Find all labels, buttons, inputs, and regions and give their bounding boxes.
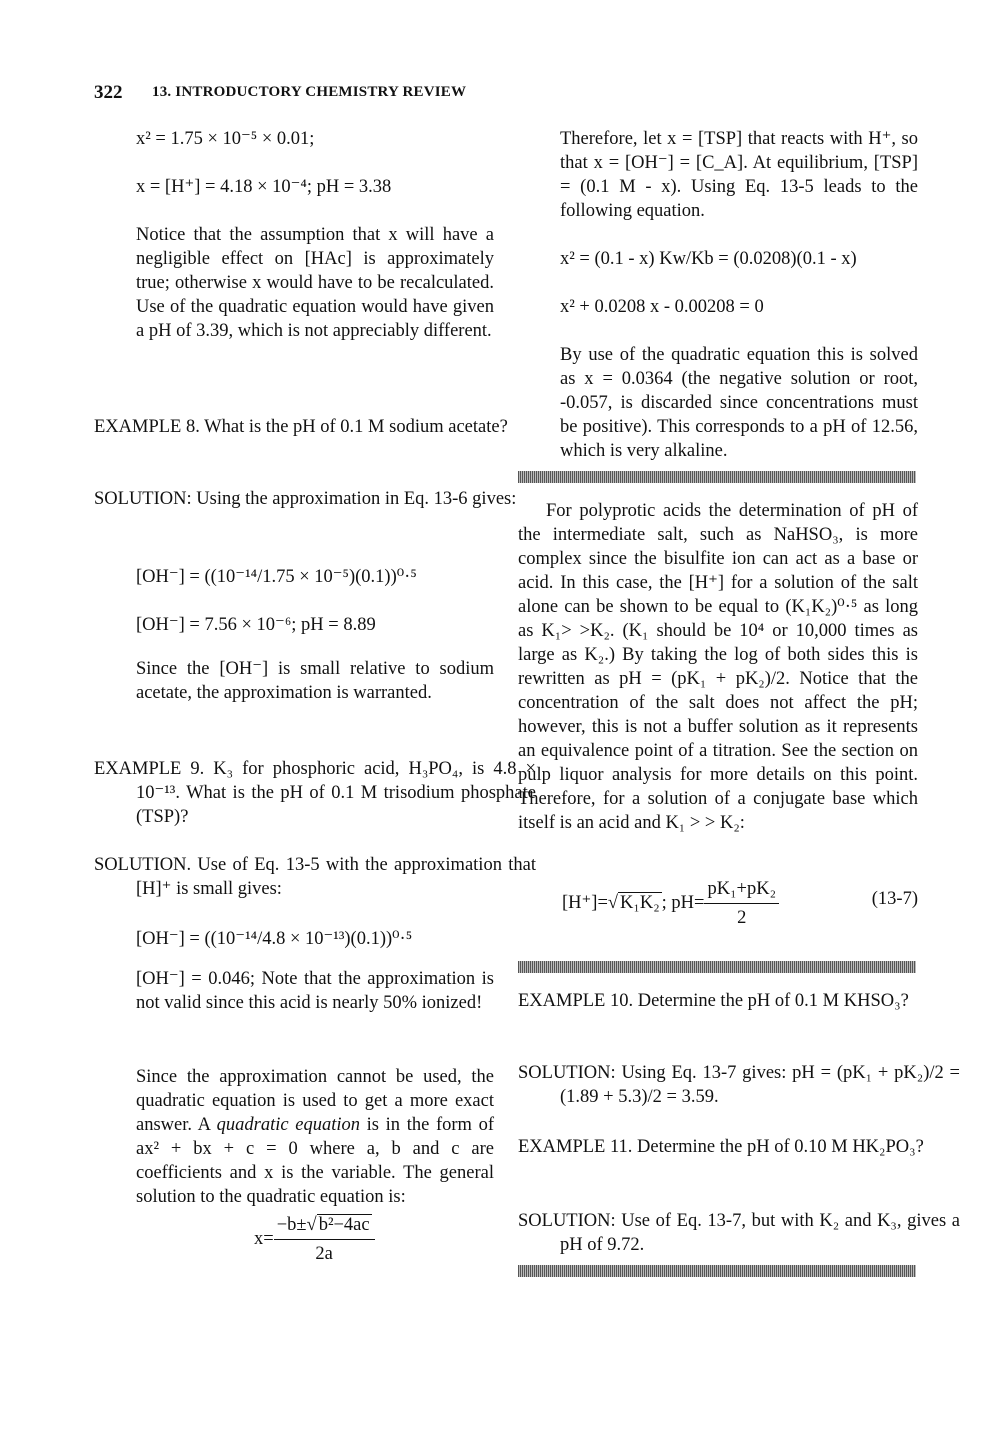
equation-13-7-lhs: [H⁺]=√ bbox=[562, 892, 619, 913]
approximation-note: [OH⁻] = 0.046; Note that the approximation is not valid since this acid is nearly 50% ionized! bbox=[136, 969, 494, 1013]
quadratic-numerator-prefix: −b±√ bbox=[276, 1215, 317, 1235]
example-9: EXAMPLE 9. K₃ for phosphoric acid, H₃PO₄, is 4.8 × 10⁻¹³. What is the pH of 0.1 M trisodium phosphate (TSP)? bbox=[94, 759, 536, 827]
quadratic-fraction bbox=[274, 1213, 375, 1266]
solution-9: SOLUTION. Use of Eq. 13-5 with the approximation that [H]⁺ is small gives: bbox=[94, 855, 536, 899]
example-10: EXAMPLE 10. Determine the pH of 0.1 M KHSO₃? bbox=[518, 991, 909, 1011]
quadratic-radicand: b²−4ac bbox=[318, 1215, 370, 1235]
page-number: 322 bbox=[94, 82, 123, 103]
solution-10: SOLUTION: Using Eq. 13-7 gives: pH = (pK₁ + pK₂)/2 = (1.89 + 5.3)/2 = 3.59. bbox=[518, 1063, 960, 1107]
therefore-paragraph: Therefore, let x = [TSP] that reacts with H⁺, so that x = [OH⁻] = [C_A]. At equilibrium, [TSP] = (0.1 M - x). Using Eq. 13-5 leads to the following equation. bbox=[560, 129, 918, 221]
shaded-rule-1 bbox=[518, 471, 916, 483]
page-header bbox=[94, 82, 914, 110]
quadratic-formula bbox=[254, 1213, 454, 1266]
solution-8: SOLUTION: Using the approximation in Eq. 13-6 gives: bbox=[94, 489, 517, 509]
equation-13-7-numerator: pK₁+pK₂ bbox=[704, 877, 779, 904]
shaded-rule-2 bbox=[518, 961, 916, 973]
equation-13-7-label: (13-7) bbox=[871, 889, 918, 909]
quadratic-paragraph-end: is in the form of ax² + bx + c = 0 where a, b and c are coefficients and x is the variable. The general solution to the quadratic equation is: bbox=[136, 1115, 494, 1207]
equation-x-squared-kw: x² = (0.1 - x) Kw/Kb = (0.0208)(0.1 - x) bbox=[560, 249, 857, 269]
equation-quadratic-form: x² + 0.0208 x - 0.00208 = 0 bbox=[560, 297, 764, 317]
quadratic-paragraph-start: Since the approximation cannot be used, the quadratic equation is used to get a more exact answer. A bbox=[136, 1067, 494, 1135]
chapter-title: 13. INTRODUCTORY CHEMISTRY REVIEW bbox=[152, 84, 467, 100]
solution-11: SOLUTION: Use of Eq. 13-7, but with K₂ and K₃, gives a pH of 9.72. bbox=[518, 1211, 960, 1255]
polyprotic-paragraph: For polyprotic acids the determination of pH of the intermediate salt, such as NaHSO₃, is more complex since the bisulfite ion can act as a base or acid. In this case, the [H⁺] for a solution of the salt alone can be shown to be equal to (K₁K₂)⁰·⁵ as long as K₁> >K₂. (K₁ should be 10⁴ or 10,000 times as large as K₂.) By taking the log of both sides this is rewritten as pH = (pK₁ + pK₂)/2. Notice that the concentration of the salt does not affect the pH; however, this is not a buffer solution as it represents an equivalence point of a titration. See the section on pulp liquor analysis for more details on this point. Therefore, for a solution of a conjugate base which itself is an acid and K₁ > > K₂: bbox=[518, 501, 918, 833]
since-paragraph: Since the [OH⁻] is small relative to sodium acetate, the approximation is warranted. bbox=[136, 659, 494, 703]
equation-oh-1: [OH⁻] = ((10⁻¹⁴/1.75 × 10⁻⁵)(0.1))⁰·⁵ bbox=[136, 567, 417, 587]
solution-paragraph: By use of the quadratic equation this is solved as x = 0.0364 (the negative solution or root, -0.057, is discarded since concentrations must be positive). This corresponds to a pH of 12.56, which is very alkaline. bbox=[560, 345, 918, 461]
equation-oh-2: [OH⁻] = 7.56 × 10⁻⁶; pH = 8.89 bbox=[136, 615, 376, 635]
assumption-paragraph: Notice that the assumption that x will have a negligible effect on [HAc] is approximately true; otherwise x would have to be recalculated. Use of the quadratic equation would have given a pH of 3.39, which is not appreciably different. bbox=[136, 225, 494, 341]
quadratic-denominator: 2a bbox=[315, 1244, 333, 1264]
quadratic-numerator bbox=[274, 1213, 375, 1240]
example-11: EXAMPLE 11. Determine the pH of 0.10 M HK₂PO₃? bbox=[518, 1137, 924, 1157]
quadratic-term: quadratic equation bbox=[216, 1115, 360, 1135]
equation-13-7-radicand: K₁K₂ bbox=[620, 892, 660, 913]
example-8: EXAMPLE 8. What is the pH of 0.1 M sodium acetate? bbox=[94, 417, 508, 437]
quadratic-paragraph bbox=[136, 1065, 494, 1209]
equation-oh-3: [OH⁻] = ((10⁻¹⁴/4.8 × 10⁻¹³)(0.1))⁰·⁵ bbox=[136, 929, 413, 949]
equation-13-7-separator: ; pH= bbox=[661, 892, 705, 913]
equation-13-7 bbox=[562, 877, 918, 930]
equation-13-7-denominator: 2 bbox=[737, 908, 747, 928]
equation-x-squared: x² = 1.75 × 10⁻⁵ × 0.01; bbox=[136, 129, 315, 149]
equation-x-hydrogen: x = [H⁺] = 4.18 × 10⁻⁴; pH = 3.38 bbox=[136, 177, 392, 197]
quadratic-formula-lhs: x= bbox=[254, 1228, 274, 1249]
shaded-rule-3 bbox=[518, 1265, 916, 1277]
equation-13-7-fraction bbox=[704, 877, 779, 930]
